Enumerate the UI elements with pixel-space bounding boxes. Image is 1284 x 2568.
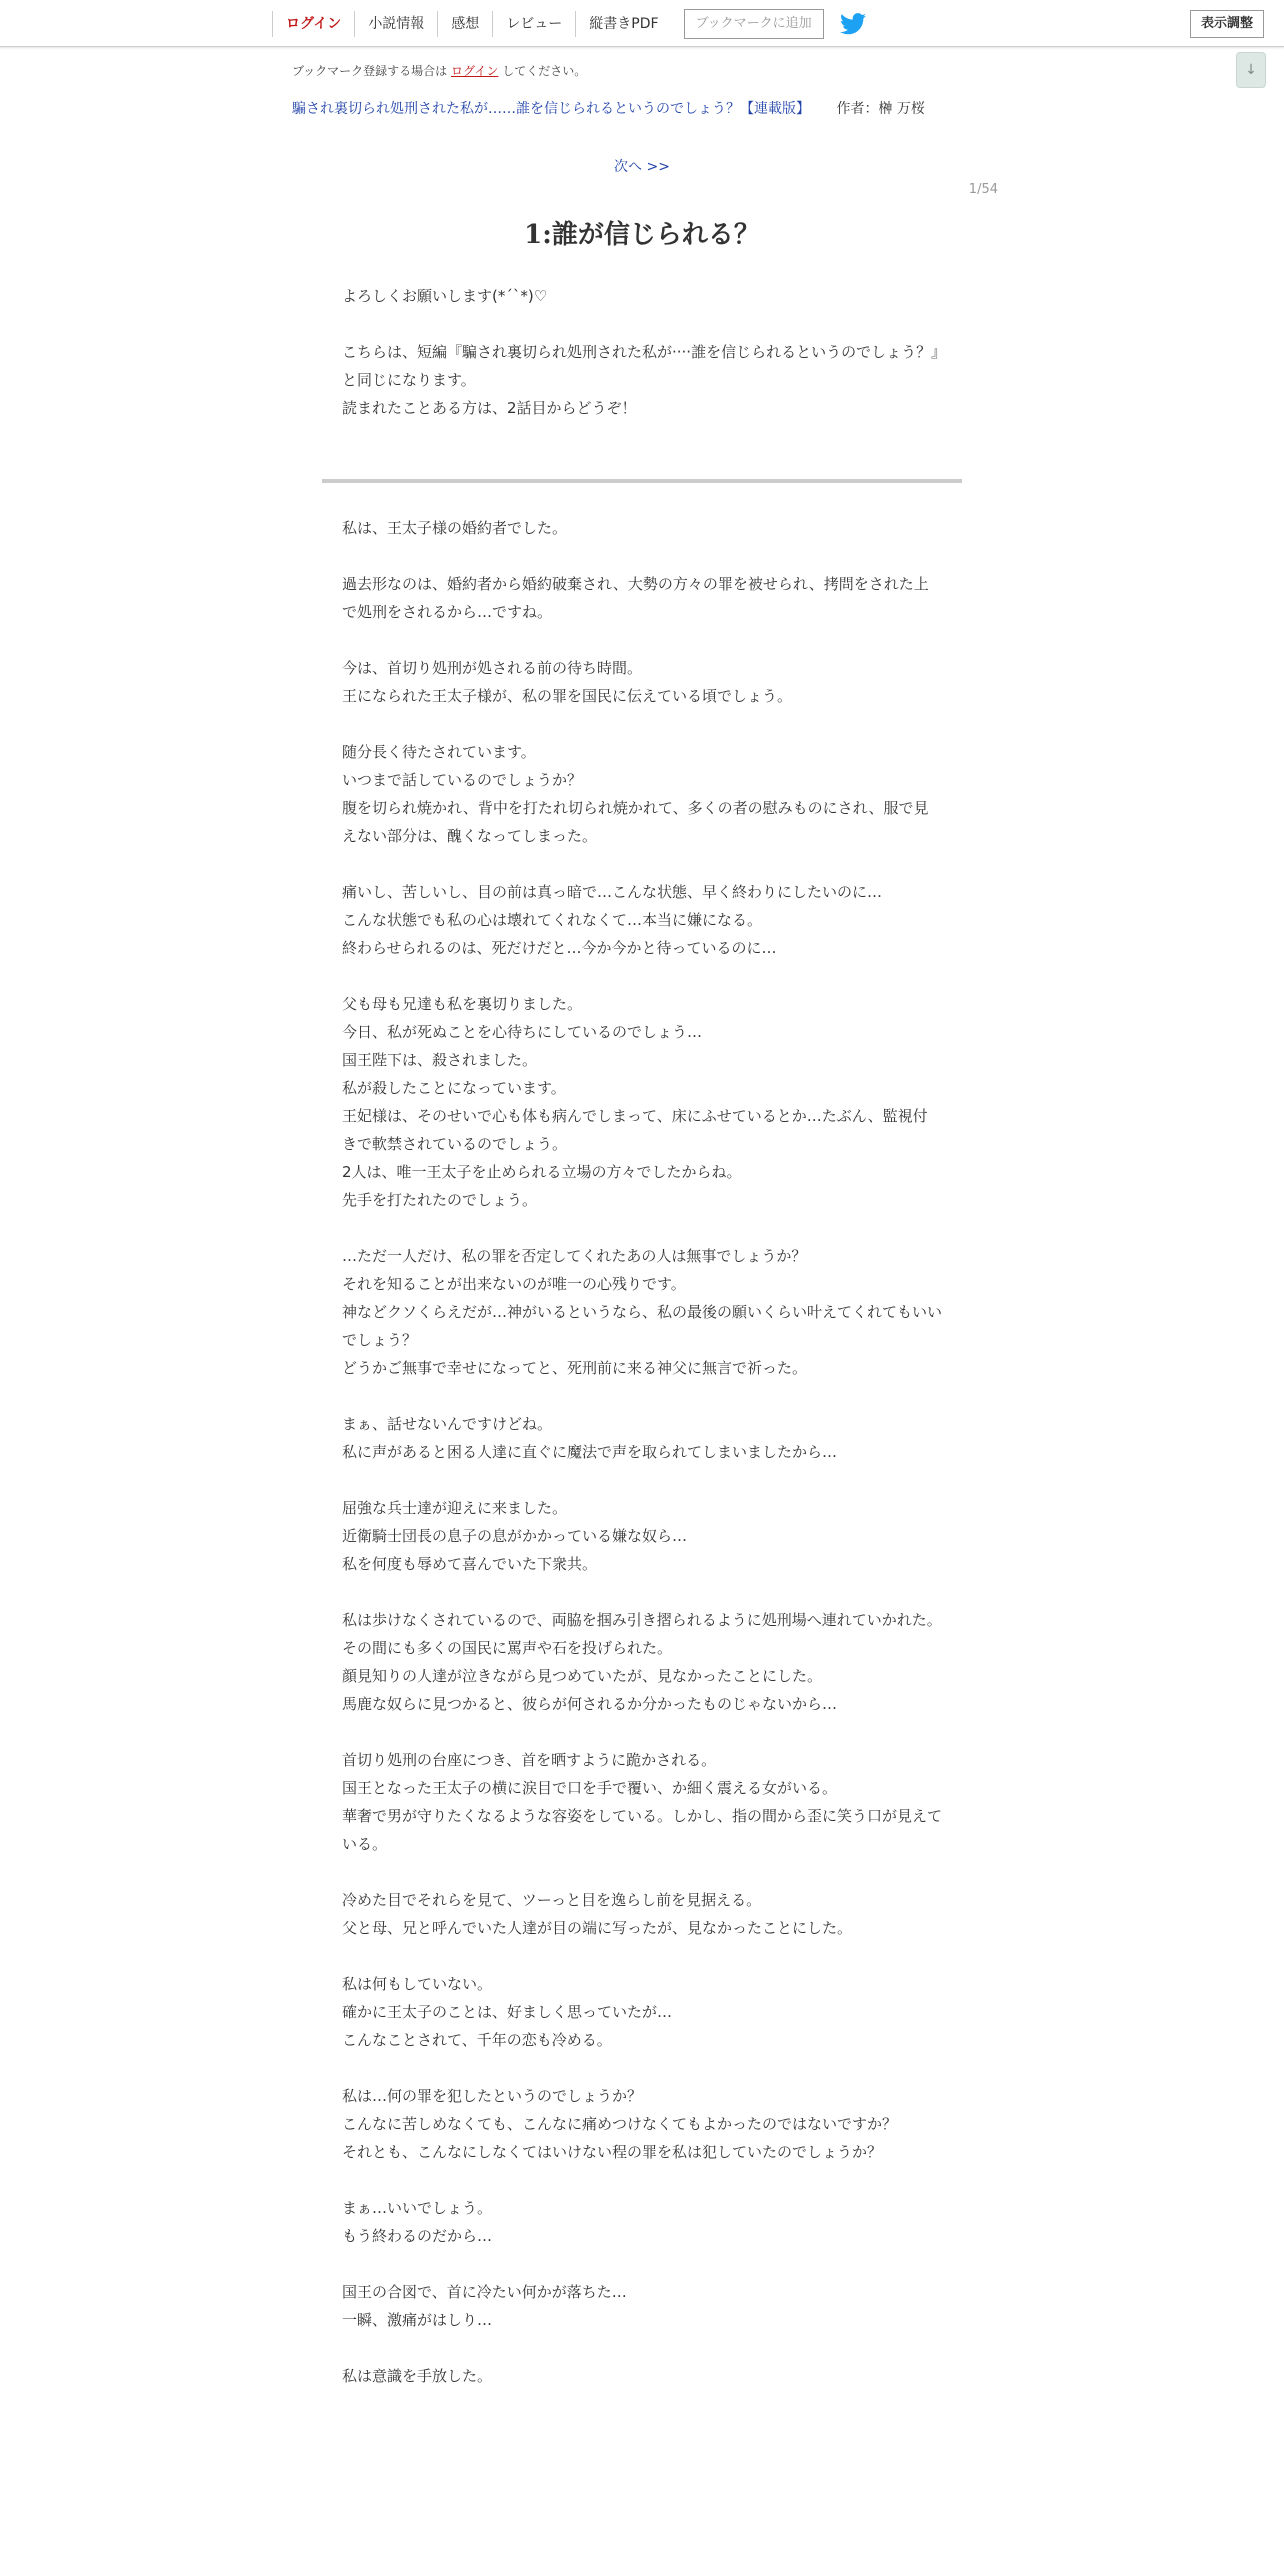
text-line: 華奢で男が守りたくなるような容姿をしている。しかし、指の間から歪に笑う口が見えている。 [342, 1807, 943, 1853]
text-line: 私は何もしていない。 [342, 1975, 493, 1993]
twitter-icon[interactable] [840, 13, 866, 35]
paragraph [342, 282, 942, 310]
paragraph [342, 570, 942, 626]
text-line: 過去形なのは、婚約者から婚約破棄され、大勢の方々の罪を被せられ、拷問をされた上で処刑をされるから…ですね。 [342, 575, 929, 621]
text-line: 王になられた王太子様が、私の罪を国民に伝えている頃でしょう。 [342, 687, 793, 705]
chapter-title: 1:誰が信じられる？ [524, 220, 760, 250]
paragraph [342, 1242, 942, 1382]
text-line: 今日、私が死ぬことを心待ちにしているのでしょう… [342, 1023, 703, 1041]
review-link[interactable]: レビュー [492, 11, 575, 37]
paragraph [342, 2082, 942, 2166]
text-line: 父も母も兄達も私を裏切りました。 [342, 995, 583, 1013]
impressions-link[interactable]: 感想 [437, 11, 492, 37]
text-line: 首切り処刑の台座につき、首を晒すように跪かされる。 [342, 1751, 717, 1769]
text-line: 王妃様は、そのせいで心も体も病んでしまって、床にふせているとか…たぶん、監視付きで軟禁されているのでしょう。 [342, 1107, 928, 1153]
text-line: 私は歩けなくされているので、両脇を掴み引き摺られるように処刑場へ連れていかれた。 [342, 1611, 942, 1629]
notice-prefix: ブックマーク登録する場合は [292, 64, 448, 78]
text-line: …ただ一人だけ、私の罪を否定してくれたあの人は無事でしょうか？ [342, 1247, 807, 1265]
paragraph [342, 338, 942, 422]
author-name: 作者：榊 万桜 [836, 101, 925, 117]
text-line: 私は意識を手放した。 [342, 2367, 493, 2385]
text-line: こんなに苦しめなくても、こんなに痛めつけなくてもよかったのではないですか？ [342, 2115, 898, 2133]
top-bar [0, 0, 1284, 47]
text-line: 私は…何の罪を犯したというのでしょうか？ [342, 2087, 643, 2105]
paragraph [342, 878, 942, 962]
text-line: 先手を打たれたのでしょう。 [342, 1191, 538, 1209]
text-line: 私に声があると困る人達に直ぐに魔法で声を取られてしまいましたから… [342, 1443, 838, 1461]
paragraph [342, 1410, 942, 1466]
text-line: いつまで話しているのでしょうか？ [342, 771, 583, 789]
text-line: 痛いし、苦しいし、目の前は真っ暗で…こんな状態、早く終わりにしたいのに… [342, 883, 883, 901]
paragraph [342, 1494, 942, 1578]
text-line: 一瞬、激痛がはしり… [342, 2311, 493, 2329]
next-chapter-link[interactable]: 次へ >> [614, 159, 670, 175]
text-line: 読まれたことある方は、2話目からどうぞ！ [342, 399, 637, 417]
text-line: 顔見知りの人達が泣きながら見つめていたが、見なかったことにした。 [342, 1667, 823, 1685]
login-link[interactable]: ログイン [272, 11, 354, 37]
paragraph [342, 738, 942, 850]
text-line: こちらは、短編『騙され裏切られ処刑された私が····誰を信じられるというのでしょう？』と同じになります。 [342, 343, 939, 389]
next-chapter-link-wrapper [0, 156, 1284, 176]
text-line: 神などクソくらえだが…神がいるというなら、私の最後の願いくらい叶えてくれてもいいでしょう？ [342, 1303, 943, 1349]
text-line: 腹を切られ焼かれ、背中を打たれ切られ焼かれて、多くの者の慰みものにされ、服で見えない部分は、醜くなってしまった。 [342, 799, 929, 845]
bookmark-notice [292, 62, 586, 79]
text-line: こんな状態でも私の心は壊れてくれなくて…本当に嫌になる。 [342, 911, 763, 929]
text-line: 私は、王太子様の婚約者でした。 [342, 519, 568, 537]
text-line: 随分長く待たされています。 [342, 743, 536, 761]
page-count: 1/54 [968, 182, 998, 197]
display-settings-button[interactable]: 表示調整 [1190, 10, 1264, 38]
paragraph [342, 1746, 942, 1858]
text-line: まぁ…いいでしょう。 [342, 2199, 493, 2217]
text-line: 馬鹿な奴らに見つかると、彼らが何されるか分かったものじゃないから… [342, 1695, 838, 1713]
scroll-down-button[interactable] [1236, 52, 1266, 88]
bookmark-add-button[interactable]: ブックマークに追加 [684, 9, 824, 39]
text-line: よろしくお願いします(*´`*)♡ [342, 287, 548, 305]
text-line: それとも、こんなにしなくてはいけない程の罪を私は犯していたのでしょうか？ [342, 2143, 883, 2161]
text-line: まぁ、話せないんですけどね。 [342, 1415, 553, 1433]
text-line: 今は、首切り処刑が処される前の待ち時間。 [342, 659, 643, 677]
paragraph [342, 2194, 942, 2250]
text-line: 屈強な兵士達が迎えに来ました。 [342, 1499, 568, 1517]
chapter-body [342, 514, 942, 2418]
paragraph [342, 990, 942, 1214]
paragraph [342, 654, 942, 710]
preface-divider [322, 479, 962, 483]
arrow-down-icon: ↓ [1245, 62, 1257, 78]
text-line: 父と母、兄と呼んでいた人達が目の端に写ったが、見なかったことにした。 [342, 1919, 853, 1937]
paragraph [342, 1886, 942, 1942]
text-line: どうかご無事で幸せになってと、死刑前に来る神父に無言で祈った。 [342, 1359, 808, 1377]
text-line: 国王の合図で、首に冷たい何かが落ちた… [342, 2283, 627, 2301]
text-line: 2人は、唯一王太子を止められる立場の方々でしたからね。 [342, 1163, 742, 1181]
series-title-link[interactable]: 騙され裏切られ処刑された私が……誰を信じられるというのでしょう？【連載版】 [292, 101, 810, 117]
notice-login-link[interactable]: ログイン [451, 64, 499, 78]
paragraph [342, 1970, 942, 2054]
text-line: 私が殺したことになっています。 [342, 1079, 566, 1097]
vertical-pdf-link[interactable]: 縦書きPDF [575, 11, 671, 37]
text-line: その間にも多くの国民に罵声や石を投げられた。 [342, 1639, 673, 1657]
text-line: こんなことされて、千年の恋も冷める。 [342, 2031, 612, 2049]
notice-suffix: してください。 [502, 64, 587, 78]
text-line: 終わらせられるのは、死だけだと…今か今かと待っているのに… [342, 939, 777, 957]
text-line: もう終わるのだから… [342, 2227, 493, 2245]
header-nav [272, 11, 866, 37]
text-line: 国王陛下は、殺されました。 [342, 1051, 538, 1069]
text-line: 冷めた目でそれらを見て、ツーっと目を逸らし前を見据える。 [342, 1891, 762, 1909]
text-line: それを知ることが出来ないのが唯一の心残りです。 [342, 1275, 686, 1293]
series-info [292, 98, 925, 118]
paragraph [342, 1606, 942, 1718]
paragraph [342, 2278, 942, 2334]
paragraph [342, 514, 942, 542]
chapter-preface [342, 282, 942, 450]
text-line: 近衛騎士団長の息子の息がかかっている嫌な奴ら… [342, 1527, 688, 1545]
paragraph [342, 2362, 942, 2390]
text-line: 私を何度も辱めて喜んでいた下衆共。 [342, 1555, 598, 1573]
text-line: 国王となった王太子の横に涙目で口を手で覆い、か細く震える女がいる。 [342, 1779, 838, 1797]
text-line: 確かに王太子のことは、好ましく思っていたが… [342, 2003, 673, 2021]
novel-info-link[interactable]: 小説情報 [354, 11, 437, 37]
